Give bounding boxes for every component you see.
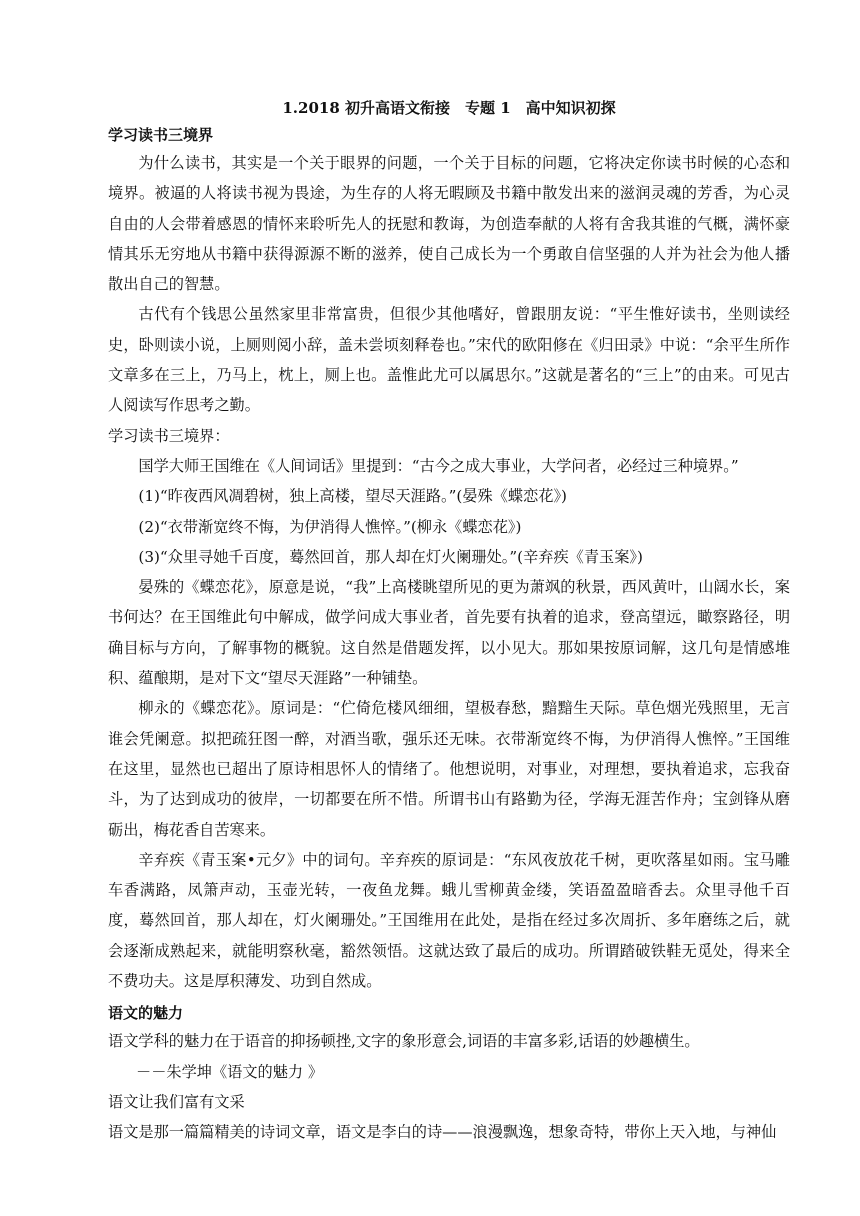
paragraph-xin-qiji: 辛弃疾《青玉案•元夕》中的词句。辛弃疾的原词是：“东风夜放花千树，更吹落星如雨。宝马雕车香满路，凤箫声动，玉壶光转，一夜鱼龙舞。蛾儿雪柳黄金缕，笑语盈盈暗香去。众里寻他千百度，蓦然回首，那人却在，灯火阑珊处。”王国维用在此处，是指在经过多次周折、多年磨练之后，就会逐渐成熟起来，就能明察秋毫，豁然领悟。这就达致了最后的成功。所谓踏破铁鞋无觅处，得来全不费功夫。这是厚积薄发、功到自然成。 [108, 850, 790, 991]
paragraph-yan-shu: 晏殊的《蝶恋花》，原意是说，“我”上高楼眺望所见的更为萧飒的秋景，西风黄叶，山阔水长，案书何达？在王国维此句中解成，做学问成大事业者，首先要有执着的追求，登高望远，瞰察路径，明确目标与方向，了解事物的概貌。这自然是借题发挥，以小见大。那如果按原词解，这几句是情感堆积、蕴酿期，是对下文“望尽天涯路”一种铺垫。 [108, 578, 790, 688]
paragraph-why-read: 为什么读书，其实是一个关于眼界的问题，一个关于目标的问题，它将决定你读书时候的心态和境界。被逼的人将读书视为畏途，为生存的人将无暇顾及书籍中散发出来的滋润灵魂的芳香，为心灵自由的人会带着感恩的情怀来聆听先人的抚慰和教诲，为创造奉献的人将有舍我其谁的气概，满怀豪情其乐无穷地从书籍中获得源源不断的滋养，使自己成长为一个勇敢自信坚强的人并为社会为他人播散出自己的智慧。 [108, 154, 790, 294]
paragraph-literary-grace: 语文让我们富有文采 [108, 1092, 245, 1111]
list-item-realm-3: (3)“众里寻她千百度，蓦然回首，那人却在灯火阑珊处。”(辛弃疾《青玉案》) [138, 547, 643, 566]
quote-charm: 语文学科的魅力在于语音的抑扬顿挫,文字的象形意会,词语的丰富多彩,话语的妙趣横生。 [108, 1032, 700, 1051]
section-heading-charm: 语文的魅力 [108, 1004, 184, 1023]
quote-attribution: －－朱学坤《语文的魅力 》 [136, 1062, 324, 1081]
document-page [108, 96, 790, 1148]
list-item-realm-2: (2)“衣带渐宽终不悔，为伊消得人憔悴。”(柳永《蝶恋花》) [138, 517, 522, 536]
paragraph-poems: 语文是那一篇篇精美的诗词文章，语文是李白的诗——浪漫飘逸，想象奇特，带你上天入地，与神仙 [108, 1123, 777, 1142]
section-heading-reading: 学习读书三境界 [108, 126, 214, 144]
paragraph-liu-yong: 柳永的《蝶恋花》。原词是：“伫倚危楼风细细，望极春愁，黯黯生天际。草色烟光残照里，无言谁会凭阑意。拟把疏狂图一醉，对酒当歌，强乐还无味。衣带渐宽终不悔，为伊消得人憔悴。”王国维在这里，显然也已超出了原诗相思怀人的情绪了。他想说明，对事业，对理想，要执着追求，忘我奋斗，为了达到成功的彼岸，一切都要在所不惜。所谓书山有路勤为径，学海无涯苦作舟；宝剑锋从磨砺出，梅花香自苦寒来。 [108, 699, 790, 839]
subheading-three-realms: 学习读书三境界： [108, 426, 230, 445]
paragraph-three-on: 古代有个钱思公虽然家里非常富贵，但很少其他嗜好，曾跟朋友说：“平生惟好读书，坐则读经史，卧则读小说，上厕则阅小辞，盖未尝顷刻释卷也。”宋代的欧阳修在《归田录》中说：“余平生所作文章多在三上，乃马上，枕上，厕上也。盖惟此尤可以属思尔。”这就是著名的“三上”的由来。可见古人阅读写作思考之勤。 [108, 305, 790, 415]
paragraph-wang-guowei: 国学大师王国维在《人间词话》里提到：“古今之成大事业，大学问者，必经过三种境界。” [138, 456, 739, 475]
document-title: 1.2018 初升高语文衔接 专题 1 高中知识初探 [282, 99, 616, 117]
list-item-realm-1: (1)“昨夜西风凋碧树，独上高楼，望尽天涯路。”(晏殊《蝶恋花》) [138, 487, 567, 506]
